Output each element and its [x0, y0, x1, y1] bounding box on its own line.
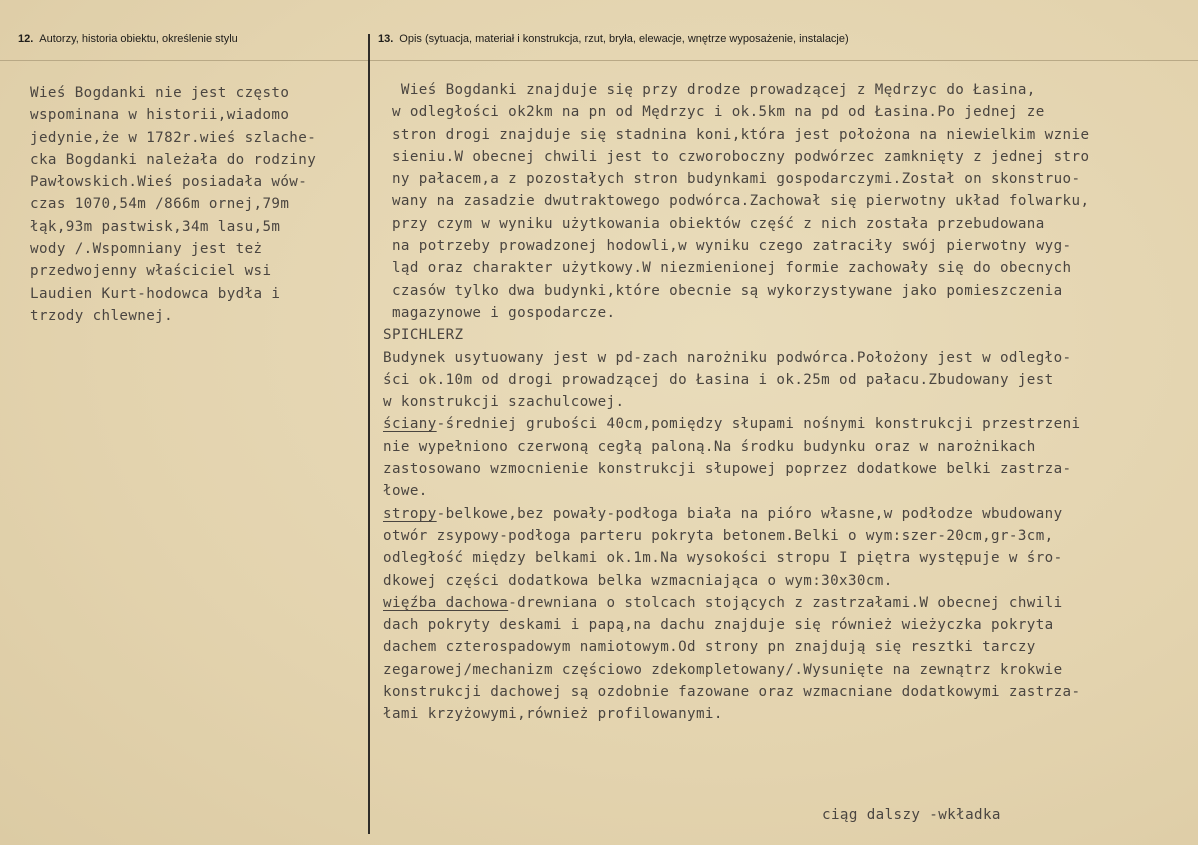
description-line — [383, 101, 1089, 123]
line-text: konstrukcji dachowej są ozdobnie fazowane oraz wzmacniane dodatkowymi zastrza- — [383, 684, 1081, 701]
description-line — [383, 124, 1089, 146]
description-line — [383, 213, 1089, 235]
history-line: jedynie,że w 1782r.wieś szlache- — [30, 129, 317, 146]
line-text: ści ok.10m od drogi prowadzącej do Łasina i ok.25m od pałacu.Zbudowany jest — [383, 371, 1054, 388]
line-text: dachem czterospadowym namiotowym.Od strony pn znajdują się resztki tarczy — [383, 639, 1036, 656]
description-line — [383, 235, 1089, 257]
history-line: wody /.Wspomniany jest też — [30, 241, 263, 258]
section-12-number: 12. — [18, 33, 34, 45]
description-line — [383, 79, 1089, 101]
section-13-header — [378, 33, 849, 45]
line-text: w odległości ok2km na pn od Mędrzyc i ok.5km na pd od Łasina.Po jednej ze — [383, 104, 1045, 121]
line-text: SPICHLERZ — [383, 327, 464, 344]
history-line: Laudien Kurt-hodowca bydła i — [30, 285, 281, 302]
section-13-title: Opis — [399, 33, 422, 45]
history-line: przedwojenny właściciel wsi — [30, 263, 272, 280]
history-line: łąk,93m pastwisk,34m lasu,5m — [30, 218, 281, 235]
description-line — [383, 347, 1089, 369]
history-line: trzody chlewnej. — [30, 307, 174, 324]
header-rule — [0, 60, 1198, 61]
line-text: czasów tylko dwa budynki,które obecnie są wykorzystywane jako pomieszczenia — [383, 282, 1063, 299]
description-line — [383, 703, 1089, 725]
description-text — [383, 79, 1089, 726]
line-text: przy czym w wyniku użytkowania obiektów część z nich została przebudowana — [383, 215, 1045, 232]
description-line — [383, 458, 1089, 480]
line-text: zegarowej/mechanizm częściowo zdekompletowany/.Wysunięte na zewnątrz krokwie — [383, 661, 1063, 678]
description-line — [383, 480, 1089, 502]
description-line — [383, 302, 1089, 324]
line-text: nie wypełniono czerwoną cegłą paloną.Na środku budynku oraz w narożnikach — [383, 438, 1036, 455]
line-text: odległość między belkami ok.1m.Na wysokości stropu I piętra występuje w śro- — [383, 550, 1063, 567]
section-12-header — [18, 33, 238, 45]
line-text: magazynowe i gospodarcze. — [383, 304, 616, 321]
line-text: ląd oraz charakter użytkowy.W niezmienionej formie zachowały się do obecnych — [383, 260, 1072, 277]
line-text: na potrzeby prowadzonej hodowli,w wyniku czego zatraciły swój pierwotny wyg- — [383, 238, 1072, 255]
line-text: łami krzyżowymi,również profilowanymi. — [383, 706, 723, 723]
line-text: dkowej części dodatkowa belka wzmacniająca o wym:30x30cm. — [383, 572, 893, 589]
section-13-subtitle: (sytuacja, materiał i konstrukcja, rzut, bryła, elewacje, wnętrze wyposażenie, instalacje) — [424, 33, 849, 45]
description-line — [383, 659, 1089, 681]
description-line — [383, 413, 1089, 435]
line-text: Budynek usytuowany jest w pd-zach narożniku podwórca.Położony jest w odległo- — [383, 349, 1072, 366]
column-divider — [368, 34, 370, 834]
line-text: wany na zasadzie dwutraktowego podwórca.Zachował się pierwotny układ folwarku, — [383, 193, 1090, 210]
history-line: Wieś Bogdanki nie jest często — [30, 85, 290, 101]
history-line: wspominana w historii,wiadomo — [30, 107, 290, 124]
section-13-number: 13. — [378, 33, 394, 45]
line-text: dach pokryty deskami i papą,na dachu znajduje się również wieżyczka pokryta — [383, 617, 1054, 634]
line-text: w konstrukcji szachulcowej. — [383, 394, 625, 411]
description-line — [383, 190, 1089, 212]
description-line — [383, 547, 1089, 569]
description-line — [383, 525, 1089, 547]
line-text: łowe. — [383, 483, 428, 500]
history-text — [30, 82, 316, 327]
line-text: zastosowano wzmocnienie konstrukcji słupowej poprzez dodatkowe belki zastrza- — [383, 461, 1072, 478]
description-line — [383, 369, 1089, 391]
description-line — [383, 570, 1089, 592]
description-line — [383, 636, 1089, 658]
history-line: czas 1070,54m /866m ornej,79m — [30, 196, 290, 213]
description-line — [383, 324, 1089, 346]
line-text: -belkowe,bez powały-podłoga biała na pióro własne,w podłodze wbudowany — [436, 505, 1063, 522]
line-text: -średniej grubości 40cm,pomiędzy słupami nośnymi konstrukcji przestrzeni — [436, 416, 1081, 433]
line-text: ny pałacem,a z pozostałych stron budynkami gospodarczymi.Został on skonstruo- — [383, 171, 1081, 188]
history-line: Pawłowskich.Wieś posiadała wów- — [30, 174, 308, 191]
description-line — [383, 146, 1089, 168]
history-line: cka Bogdanki należała do rodziny — [30, 151, 317, 168]
line-text: -drewniana o stolcach stojących z zastrzałami.W obecnej chwili — [508, 594, 1063, 611]
line-text: Wieś Bogdanki znajduje się przy drodze prowadzącej z Mędrzyc do Łasina, — [383, 82, 1036, 98]
continuation-note: ciąg dalszy -wkładka — [822, 807, 1001, 823]
description-line — [383, 503, 1089, 525]
description-line — [383, 280, 1089, 302]
description-line — [383, 168, 1089, 190]
description-line — [383, 592, 1089, 614]
description-line — [383, 436, 1089, 458]
description-line — [383, 257, 1089, 279]
description-line — [383, 614, 1089, 636]
line-text: stron drogi znajduje się stadnina koni,która jest położona na niewielkim wznie — [383, 126, 1090, 143]
description-line — [383, 681, 1089, 703]
section-12-title: Autorzy, historia obiektu, określenie stylu — [39, 33, 238, 45]
term-heading: więźba dachowa — [383, 594, 509, 611]
line-text: sieniu.W obecnej chwili jest to czworoboczny podwórzec zamknięty z jednej stro — [383, 148, 1090, 165]
description-line — [383, 391, 1089, 413]
term-heading: stropy — [383, 505, 437, 522]
line-text: otwór zsypowy-podłoga parteru pokryta betonem.Belki o wym:szer-20cm,gr-3cm, — [383, 527, 1054, 544]
term-heading: ściany — [383, 416, 437, 433]
